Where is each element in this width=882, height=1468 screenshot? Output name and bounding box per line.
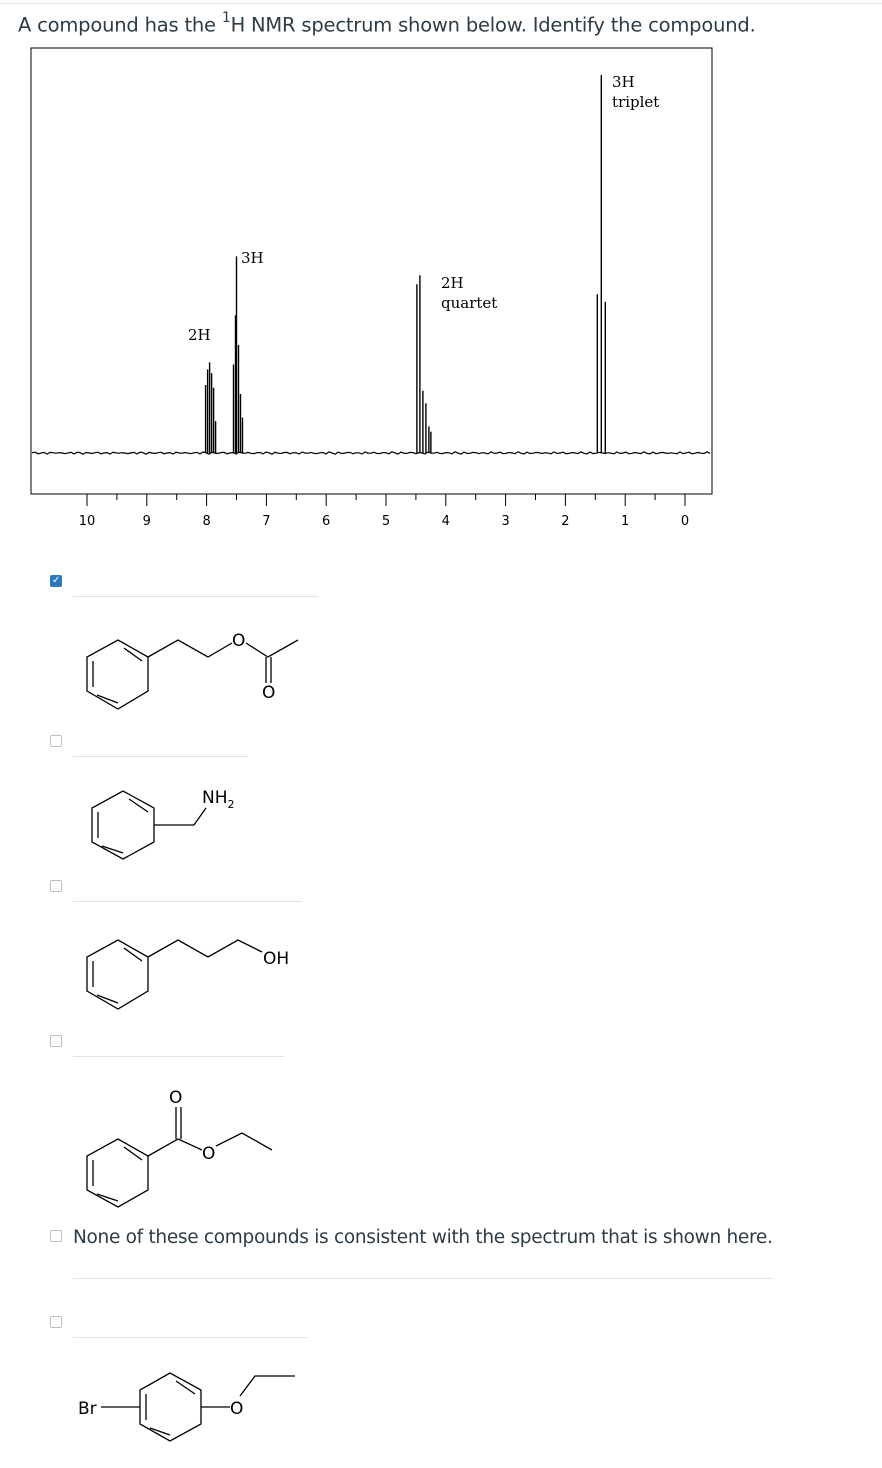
peak-label-triplet: triplet — [612, 93, 660, 111]
amine-group-b: $NH_2$ — [202, 788, 235, 811]
peak-label-3h: 3H — [612, 73, 635, 91]
question-text: A compound has the $^1$H NMR spectrum shown below. Identify the compound. — [18, 10, 756, 37]
option-e-label[interactable]: None of these compounds is consistent with the spectrum that is shown here. — [73, 1227, 773, 1248]
x-tick-label: 9 — [142, 514, 151, 529]
x-tick-label: 8 — [202, 514, 211, 529]
x-tick-label: 3 — [501, 514, 510, 529]
hydroxyl-group-c: OH — [263, 949, 290, 969]
peak-label-2h: 2H — [441, 274, 464, 292]
option-b-divider — [73, 756, 248, 757]
oxygen-ester-a: O — [232, 631, 246, 651]
option-c-checkbox[interactable] — [50, 880, 62, 892]
peak-lines — [206, 75, 606, 453]
benzene-ring-a — [87, 640, 148, 709]
oxygen-carbonyl-d: O — [169, 1088, 183, 1108]
option-a-checkbox[interactable] — [50, 575, 62, 587]
benzene-ring-c — [87, 940, 148, 1009]
x-tick-label: 6 — [322, 514, 331, 529]
x-tick-label: 1 — [621, 514, 630, 529]
spectrum-trace — [32, 452, 710, 454]
peak-label-2h-aromatic: 2H — [188, 326, 211, 344]
option-d-checkbox[interactable] — [50, 1035, 62, 1047]
option-b-checkbox[interactable] — [50, 735, 62, 747]
nmr-spectrum — [0, 0, 882, 540]
x-tick-label: 2 — [561, 514, 570, 529]
x-tick-label: 4 — [441, 514, 450, 529]
option-f-checkbox[interactable] — [50, 1316, 62, 1328]
benzene-ring-f — [140, 1373, 201, 1441]
x-tick-label: 0 — [680, 514, 690, 529]
x-tick-label: 5 — [381, 514, 391, 529]
bromine-atom-f: Br — [78, 1399, 97, 1419]
oxygen-carbonyl-a: O — [262, 683, 276, 703]
benzene-ring-d — [87, 1139, 148, 1207]
peak-label-quartet: quartet — [441, 294, 498, 312]
option-a-divider — [73, 596, 318, 597]
benzene-ring-b — [92, 791, 154, 859]
option-e-divider — [73, 1278, 773, 1279]
option-d-divider — [73, 1056, 285, 1057]
x-axis-ticks — [87, 494, 685, 506]
peak-label-3h-aromatic: 3H — [241, 249, 264, 267]
x-tick-label: 7 — [262, 514, 271, 529]
oxygen-ester-d: O — [202, 1144, 216, 1164]
x-tick-label: 10 — [78, 514, 96, 529]
spectrum-frame — [31, 48, 712, 494]
option-c-divider — [73, 901, 302, 902]
option-f-divider — [73, 1337, 308, 1338]
option-e-checkbox[interactable] — [50, 1230, 62, 1242]
x-axis-labels — [79, 514, 689, 529]
oxygen-ether-f: O — [230, 1399, 244, 1419]
